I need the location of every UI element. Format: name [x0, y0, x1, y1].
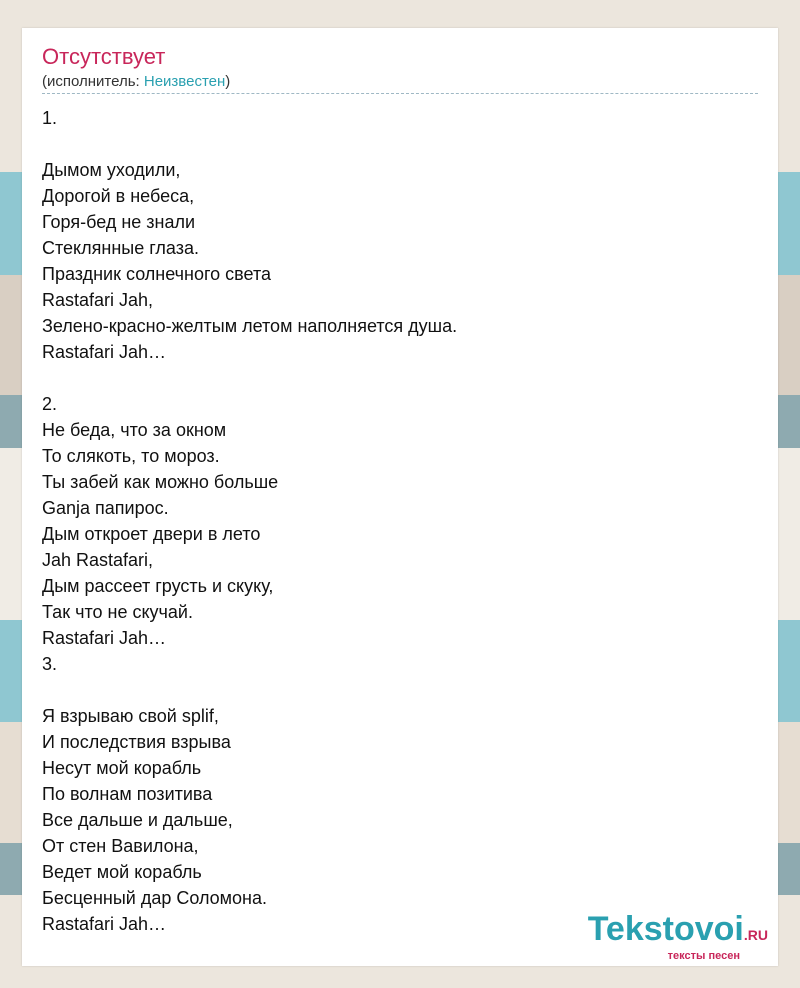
logo-name: Tekstovoi	[587, 910, 744, 948]
artist-prefix: (исполнитель:	[42, 73, 144, 90]
lyric-line: 3.	[42, 654, 58, 674]
lyric-line	[42, 131, 758, 157]
lyrics-text	[42, 105, 758, 937]
lyric-line: Дымом уходили,	[42, 160, 181, 180]
lyric-line: Я взрываю свой splif,	[42, 706, 219, 726]
lyric-line: Дым откроет двери в лето	[42, 524, 261, 544]
logo-tagline: тексты песен	[667, 950, 740, 962]
lyrics-card	[22, 28, 778, 966]
lyric-line: Дым рассеет грусть и скуку,	[42, 576, 274, 596]
lyric-line: Стеклянные глаза.	[42, 238, 199, 258]
lyric-line: Праздник солнечного света	[42, 264, 271, 284]
lyric-line: Бесценный дар Соломона.	[42, 888, 268, 908]
lyric-line: 2.	[42, 394, 58, 414]
lyric-line: То слякоть, то мороз.	[42, 446, 220, 466]
lyric-line: Ты забей как можно больше	[42, 472, 279, 492]
lyric-line: Rastafari Jah…	[42, 914, 167, 934]
lyric-line: Jah Rastafari,	[42, 550, 154, 570]
lyric-line: Ganja папирос.	[42, 498, 169, 518]
lyric-line: По волнам позитива	[42, 784, 213, 804]
lyric-line: Все дальше и дальше,	[42, 810, 233, 830]
lyric-line: Дорогой в небеса,	[42, 186, 195, 206]
lyric-line: Rastafari Jah…	[42, 342, 167, 362]
lyric-line: Ведет мой корабль	[42, 862, 202, 882]
lyric-line: Rastafari Jah,	[42, 290, 154, 310]
artist-line	[42, 73, 230, 90]
lyric-line: Не беда, что за окном	[42, 420, 227, 440]
lyric-line	[42, 365, 758, 391]
logo-tld: .RU	[743, 927, 768, 943]
lyric-line: Горя-бед не знали	[42, 212, 196, 232]
lyric-line: И последствия взрыва	[42, 732, 231, 752]
lyric-line: Зелено-красно-желтым летом наполняется душа.	[42, 316, 458, 336]
divider	[42, 93, 758, 94]
artist-suffix: )	[225, 73, 231, 90]
site-logo[interactable]	[588, 912, 768, 962]
lyric-line	[42, 677, 758, 703]
lyric-line: Rastafari Jah…	[42, 628, 167, 648]
song-title: Отсутствует	[42, 44, 166, 69]
lyric-line: Так что не скучай.	[42, 602, 193, 622]
lyric-line: 1.	[42, 108, 58, 128]
artist-link[interactable]: Неизвестен	[143, 73, 226, 90]
lyric-line: Несут мой корабль	[42, 758, 202, 778]
lyric-line: От стен Вавилона,	[42, 836, 199, 856]
